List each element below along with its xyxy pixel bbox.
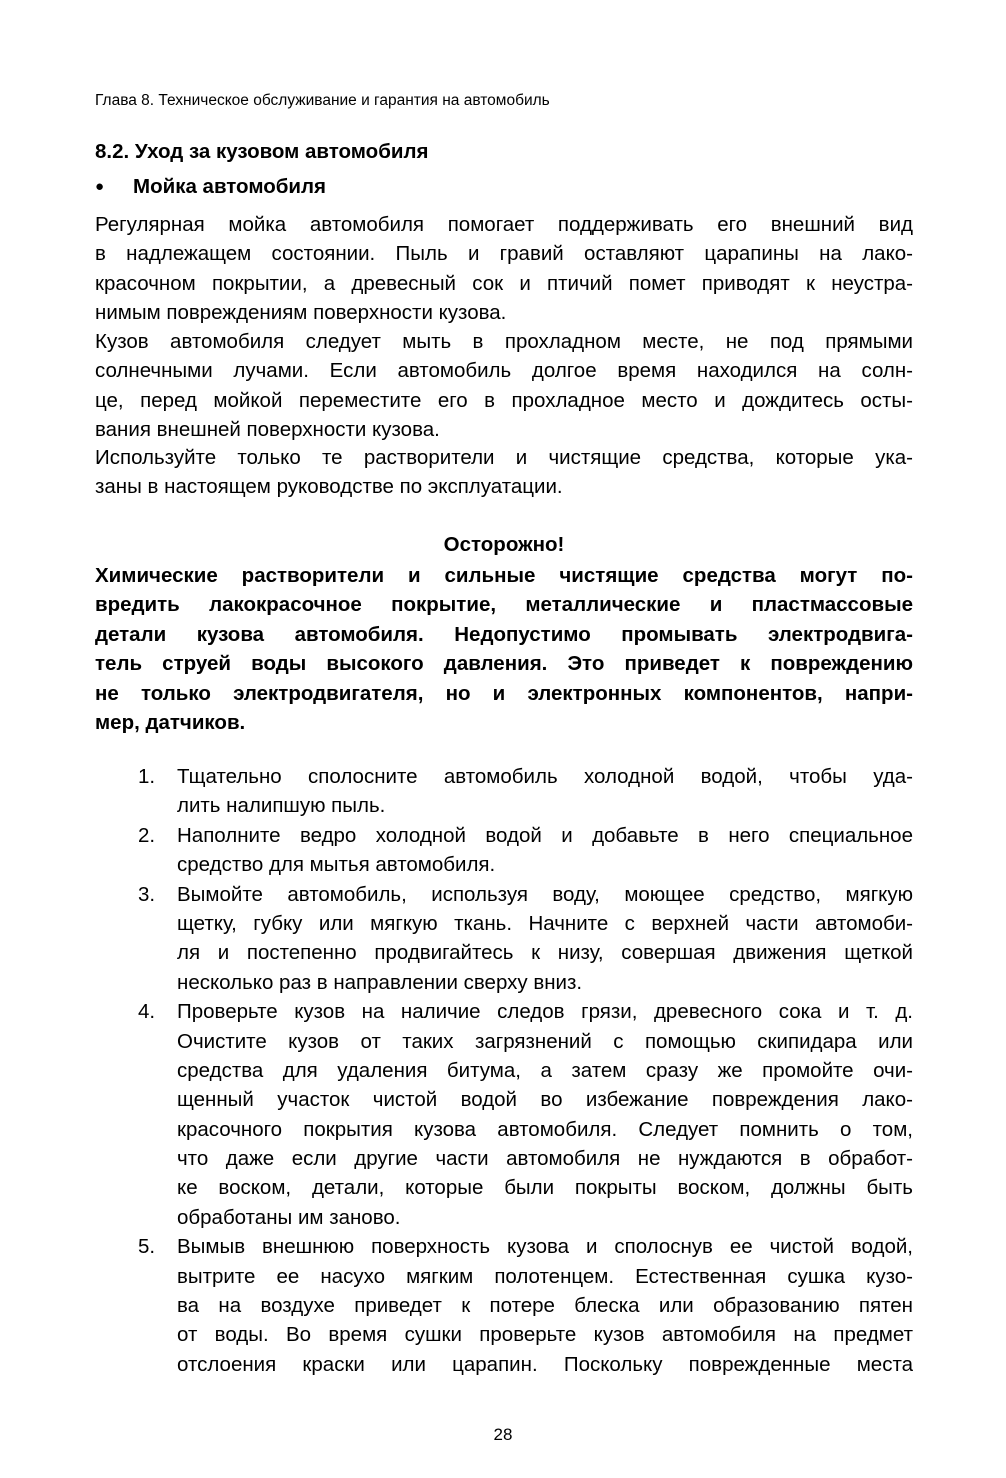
text-line: в надлежащем состоянии. Пыль и гравий оставляют царапины на лако- xyxy=(95,242,913,266)
list-item-number: 2. xyxy=(138,823,156,847)
text-line: щенный участок чистой водой во избежание повреждения лако- xyxy=(177,1088,913,1112)
list-item-number: 4. xyxy=(138,1000,156,1024)
page-number: 28 xyxy=(493,1425,513,1444)
warning-line: детали кузова автомобиля. Недопустимо промывать электродвига- xyxy=(95,622,913,646)
text-line: ке воском, детали, которые были покрыты воском, должны быть xyxy=(177,1176,913,1200)
subsection-heading xyxy=(95,175,326,199)
text-line: ля и постепенно продвигайтесь к низу, совершая движения щеткой xyxy=(177,941,913,965)
text-line: Проверьте кузов на наличие следов грязи, древесного сока и т. д. xyxy=(177,1000,913,1024)
list-item xyxy=(95,880,913,998)
warning-line: тель струей воды высокого давления. Это приведет к повреждению xyxy=(95,652,913,676)
text-line: нимым повреждениям поверхности кузова. xyxy=(95,301,507,325)
text-line: лить налипшую пыль. xyxy=(177,794,386,818)
text-line: что даже если другие части автомобиля не нуждаются в обработ- xyxy=(177,1147,913,1171)
text-line: красочного покрытия кузова автомобиля. Следует помнить о том, xyxy=(177,1117,913,1141)
text-line: солнечными лучами. Если автомобиль долгое время находился на солн- xyxy=(95,359,913,383)
bullet-icon: ● xyxy=(95,178,105,195)
list-item xyxy=(95,997,913,1232)
paragraph-solvents xyxy=(95,443,913,502)
text-line: несколько раз в направлении сверху вниз. xyxy=(177,970,583,994)
text-line: це, перед мойкой переместите его в прохладное место и дождитесь осты- xyxy=(95,388,913,412)
warning-line: Химические растворители и сильные чистящие средства могут по- xyxy=(95,564,913,587)
text-line: обработаны им заново. xyxy=(177,1205,401,1229)
section-title: 8.2. Уход за кузовом автомобиля xyxy=(95,140,429,163)
text-line: средство для мытья автомобиля. xyxy=(177,853,496,877)
text-line: Кузов автомобиля следует мыть в прохладном месте, не под прямыми xyxy=(95,330,913,353)
text-line: заны в настоящем руководстве по эксплуатации. xyxy=(95,475,563,499)
text-line: Тщательно сполосните автомобиль холодной водой, чтобы уда- xyxy=(177,765,913,788)
text-line: Вымойте автомобиль, используя воду, моющее средство, мягкую xyxy=(177,882,913,906)
text-line: Очистите кузов от таких загрязнений с помощью скипидара или xyxy=(177,1029,913,1053)
warning-line: вредить лакокрасочное покрытие, металлические и пластмассовые xyxy=(95,593,913,617)
running-header: Глава 8. Техническое обслуживание и гарантия на автомобиль xyxy=(95,92,550,109)
text-line: ва на воздухе приведет к потере блеска или образованию пятен xyxy=(177,1294,913,1318)
list-item-number: 3. xyxy=(138,882,156,906)
text-line: Регулярная мойка автомобиля помогает поддерживать его внешний вид xyxy=(95,213,913,236)
text-line: красочном покрытии, а древесный сок и птичий помет приводят к неустра- xyxy=(95,271,913,295)
text-line: отслоения краски или царапин. Поскольку поврежденные места xyxy=(177,1352,913,1376)
list-item xyxy=(95,762,913,821)
warning-line: мер, датчиков. xyxy=(95,710,246,734)
text-line: от воды. Во время сушки проверьте кузов автомобиля на предмет xyxy=(177,1323,913,1347)
subsection-title: Мойка автомобиля xyxy=(133,175,326,198)
warning-line: не только электродвигателя, но и электронных компонентов, напри- xyxy=(95,681,913,705)
list-item xyxy=(95,821,913,880)
washing-steps-list xyxy=(95,762,913,1379)
text-line: Используйте только те растворители и чистящие средства, которые ука- xyxy=(95,446,913,469)
text-line: щетку, губку или мягкую ткань. Начните с верхней части автомоби- xyxy=(177,911,913,935)
paragraph-washing-benefits xyxy=(95,210,913,328)
text-line: Наполните ведро холодной водой и добавьте в него специальное xyxy=(177,823,913,847)
list-item-number: 5. xyxy=(138,1235,156,1259)
text-line: вытрите ее насухо мягким полотенцем. Естественная сушка кузо- xyxy=(177,1264,913,1288)
text-line: вания внешней поверхности кузова. xyxy=(95,418,440,442)
text-line: Вымыв внешнюю поверхность кузова и сполоснув ее чистой водой, xyxy=(177,1235,913,1259)
list-item-number: 1. xyxy=(138,765,156,788)
text-line: средства для удаления битума, а затем сразу же промойте очи- xyxy=(177,1058,913,1082)
warning-title: Осторожно! xyxy=(443,533,565,556)
list-item xyxy=(95,1232,913,1379)
paragraph-washing-place xyxy=(95,327,913,445)
warning-text xyxy=(95,561,913,737)
